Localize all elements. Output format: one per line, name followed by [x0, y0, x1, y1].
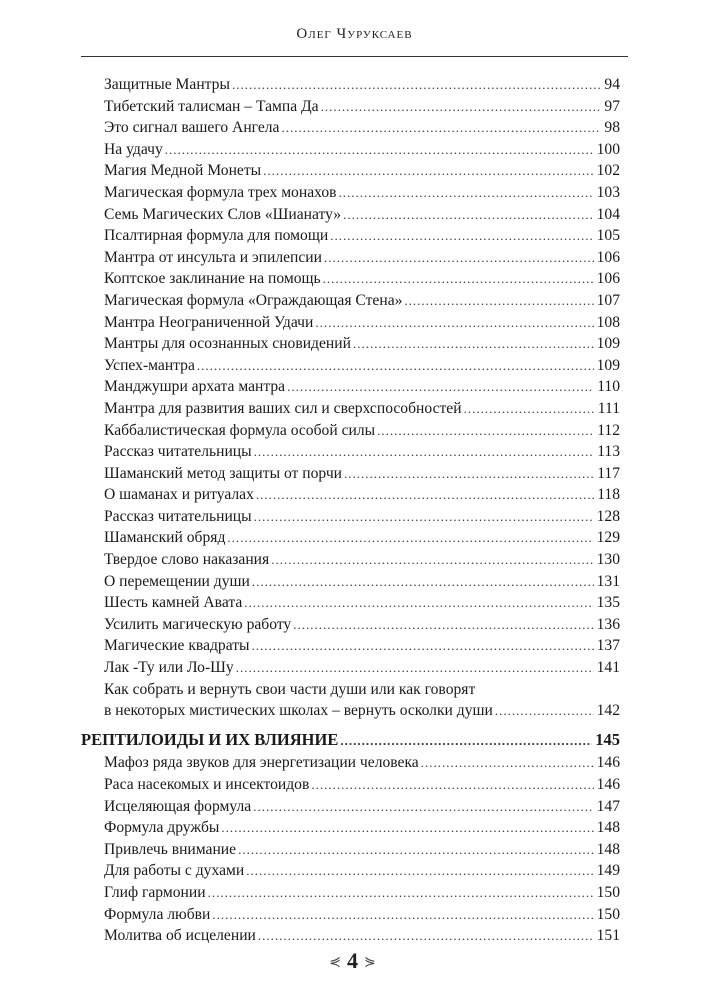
toc-entry[interactable]: [81, 752, 620, 774]
toc-entry-title: Рассказ читательницы: [104, 443, 252, 461]
leader-dots: [311, 774, 593, 796]
toc-entry-title: Шаманский метод защиты от порчи: [104, 464, 343, 482]
toc-entry-title: Глиф гармонии: [104, 883, 206, 901]
leader-dots: [323, 268, 594, 290]
toc-entry[interactable]: [81, 657, 620, 679]
toc-entry-page: 141: [596, 659, 620, 677]
leader-dots: [321, 96, 602, 118]
toc-entry-page: 97: [604, 97, 620, 115]
toc-entry-page: 148: [596, 819, 620, 837]
toc-chapter-heading[interactable]: [81, 729, 620, 752]
toc-entry-page: 108: [596, 313, 620, 331]
leader-dots: [421, 752, 594, 774]
toc-entry[interactable]: [81, 571, 620, 593]
toc-entry[interactable]: [81, 904, 620, 926]
leader-dots: [263, 160, 593, 182]
toc-entry-title: Псалтирная формула для помощи: [104, 227, 329, 245]
leader-dots: [464, 398, 595, 420]
toc-entry-title: Мантры для осознанных сновидений: [104, 335, 351, 353]
toc-entry[interactable]: [81, 333, 620, 355]
toc-entry-page: 111: [597, 399, 620, 417]
toc-entry[interactable]: [81, 376, 620, 398]
toc-entry[interactable]: [81, 839, 620, 861]
toc-entry-page: 109: [596, 335, 620, 353]
toc-entry-title: Исцеляющая формула: [104, 797, 252, 815]
toc-entry-page: 146: [596, 776, 620, 793]
toc-entry-multiline[interactable]: [81, 679, 620, 701]
toc-entry[interactable]: [81, 247, 620, 269]
page-number: 4: [347, 948, 358, 973]
toc-entry[interactable]: [81, 312, 620, 334]
toc-entry-page: 105: [596, 227, 620, 245]
toc-entry-title: Усилить магическую работу: [104, 615, 292, 633]
toc-entry[interactable]: [81, 796, 620, 818]
leader-dots: [244, 592, 593, 614]
toc-entry-page: 102: [596, 162, 620, 180]
toc-entry[interactable]: [81, 925, 620, 947]
chapter-title: РЕПТИЛОИДЫ И ИХ ВЛИЯНИЕ: [81, 729, 339, 749]
ornament-right-icon: ⋟: [364, 955, 376, 971]
toc-entry-title-line1: Как собрать и вернуть свои части души или как говорят: [104, 680, 476, 698]
leader-dots: [287, 376, 594, 398]
toc-entry-page: 106: [596, 270, 620, 288]
ornament-left-icon: ⋞: [329, 955, 341, 971]
toc-entry[interactable]: [81, 268, 620, 290]
toc-entry-title: Манджушри архата мантра: [104, 378, 286, 396]
toc-entry-page: 100: [596, 140, 620, 158]
toc-entry-title: Успех-мантра: [104, 356, 195, 374]
toc-entry-page: 129: [596, 529, 620, 547]
toc-entry-page: 131: [596, 572, 620, 590]
toc-entry-title: Мантра Неограниченной Удачи: [104, 313, 314, 331]
toc-entry-title: Формула дружбы: [104, 819, 220, 837]
toc-entry-page: 136: [596, 615, 620, 633]
toc-entry[interactable]: [81, 527, 620, 549]
toc-entry-title: Магия Медной Монеты: [104, 162, 262, 180]
toc-entry-title-line2: в некоторых мистических школах – вернуть осколки души: [104, 702, 493, 720]
running-head-author: Олег Чуруксаев: [296, 26, 413, 42]
toc-entry-page: 137: [596, 637, 620, 655]
toc-entry-title: Для работы с духами: [104, 862, 245, 880]
toc-entry-page: 128: [596, 507, 620, 525]
toc-entry-page: 150: [596, 883, 620, 901]
toc-entry-title: Защитные Мантры: [104, 76, 230, 93]
leader-dots: [254, 441, 595, 463]
toc-entry-title: Раса насекомых и инсектоидов: [104, 776, 310, 793]
toc-entry-title: Привлечь внимание: [104, 840, 237, 858]
toc-entry-title: Семь Магических Слов «Шианату»: [104, 205, 342, 223]
leader-dots: [236, 657, 594, 679]
toc-entry-title: Магическая формула трех монахов: [104, 183, 337, 201]
toc-entry[interactable]: [81, 592, 620, 614]
chapter-page: 145: [595, 729, 620, 749]
page-footer: [0, 948, 705, 974]
leader-dots: [281, 117, 601, 139]
leader-dots: [208, 882, 594, 904]
leader-dots: [343, 204, 594, 226]
toc-entry-page: 109: [596, 356, 620, 374]
toc-entry[interactable]: [81, 817, 620, 839]
toc-entry-title: Магические квадраты: [104, 637, 250, 655]
toc-entry[interactable]: [81, 860, 620, 882]
toc-entry[interactable]: [81, 182, 620, 204]
toc-entry-page: 106: [596, 248, 620, 266]
leader-dots: [256, 484, 594, 506]
toc-entry-title: Формула любви: [104, 905, 211, 923]
leader-dots: [271, 549, 593, 571]
toc-entry[interactable]: [81, 614, 620, 636]
toc-entry-page: 135: [596, 594, 620, 612]
toc-entry-page: 151: [596, 927, 620, 945]
toc-entry-title: Мантра от инсульта и эпилепсии: [104, 248, 322, 266]
toc-entry-page: 148: [596, 840, 620, 858]
toc-entry[interactable]: [81, 74, 620, 96]
toc-entry[interactable]: [81, 225, 620, 247]
toc-entry-title: Это сигнал вашего Ангела: [104, 119, 280, 137]
toc-entry-page: 117: [597, 464, 620, 482]
toc-entry-title: Тибетский талисман – Тампа Да: [104, 97, 319, 115]
toc-entry-page: 149: [596, 862, 620, 880]
leader-dots: [212, 904, 593, 926]
toc-entry-page: 103: [596, 183, 620, 201]
leader-dots: [293, 614, 593, 636]
toc-entry-title: Каббалистическая формула особой силы: [104, 421, 376, 439]
leader-dots: [254, 506, 594, 528]
toc-entry-page: 113: [597, 443, 620, 461]
toc-entry[interactable]: [81, 96, 620, 118]
toc-entry-title: Коптское заклинание на помощь: [104, 270, 321, 288]
toc-entry[interactable]: [81, 463, 620, 485]
leader-dots: [340, 730, 592, 752]
toc-entry-page: 118: [597, 486, 620, 504]
toc-entry-title: О перемещении души: [104, 572, 250, 590]
leader-dots: [404, 290, 593, 312]
toc-section-1: [81, 74, 620, 679]
toc-entry-title: Магическая формула «Ограждающая Стена»: [104, 291, 403, 309]
toc-entry[interactable]: [81, 484, 620, 506]
leader-dots: [232, 74, 601, 96]
toc-entry[interactable]: [81, 290, 620, 312]
toc-entry-title: Шесть камней Авата: [104, 594, 243, 612]
toc-entry-page: 147: [596, 797, 620, 815]
toc-entry[interactable]: [81, 398, 620, 420]
leader-dots: [246, 860, 593, 882]
toc-entry[interactable]: [81, 635, 620, 657]
toc-entry[interactable]: [81, 160, 620, 182]
toc-entry-page: 104: [596, 205, 620, 223]
toc-entry[interactable]: [81, 139, 620, 161]
toc-entry[interactable]: [81, 774, 620, 796]
toc-entry-page: 130: [596, 551, 620, 569]
leader-dots: [252, 571, 594, 593]
leader-dots: [377, 420, 594, 442]
leader-dots: [324, 247, 594, 269]
toc-entry[interactable]: [81, 420, 620, 442]
header-rule: [81, 56, 628, 57]
toc-entry-page: 142: [596, 702, 620, 720]
toc-entry-multiline-cont[interactable]: [81, 700, 620, 722]
leader-dots: [495, 700, 594, 722]
toc-entry-page: 98: [604, 119, 620, 137]
toc-entry-title: Твердое слово наказания: [104, 551, 270, 569]
toc-entry[interactable]: [81, 204, 620, 226]
toc-entry-title: Шаманский обряд: [104, 529, 226, 547]
leader-dots: [353, 333, 594, 355]
toc-entry-title: Мафоз ряда звуков для энергетизации человека: [104, 754, 419, 772]
toc-entry-title: Молитва об исцелении: [104, 927, 256, 945]
toc-entry-page: 110: [597, 378, 620, 396]
toc-entry[interactable]: [81, 117, 620, 139]
leader-dots: [253, 796, 593, 818]
leader-dots: [238, 839, 594, 861]
leader-dots: [252, 635, 594, 657]
toc-section-2: [81, 752, 620, 946]
toc-entry[interactable]: [81, 882, 620, 904]
leader-dots: [165, 139, 594, 161]
toc-entry-title: О шаманах и ритуалах: [104, 486, 254, 504]
toc-entry-page: 112: [597, 421, 620, 439]
toc-entry-page: 94: [604, 76, 620, 93]
toc-entry[interactable]: [81, 549, 620, 571]
leader-dots: [338, 182, 593, 204]
leader-dots: [258, 925, 594, 947]
table-of-contents: [81, 74, 620, 947]
toc-entry-page: 150: [596, 905, 620, 923]
leader-dots: [221, 817, 593, 839]
toc-entry-title: Мантра для развития ваших сил и сверхспособностей: [104, 399, 462, 417]
toc-entry-page: 107: [596, 291, 620, 309]
leader-dots: [330, 225, 593, 247]
leader-dots: [344, 463, 594, 485]
leader-dots: [197, 355, 594, 377]
toc-entry[interactable]: [81, 506, 620, 528]
toc-entry-title: Лак -Ту или Ло-Шу: [104, 659, 234, 677]
leader-dots: [227, 527, 593, 549]
toc-entry[interactable]: [81, 355, 620, 377]
toc-entry-title: Рассказ читательницы: [104, 507, 252, 525]
toc-entry-page: 146: [596, 754, 620, 772]
toc-entry[interactable]: [81, 441, 620, 463]
leader-dots: [315, 312, 593, 334]
toc-entry-title: На удачу: [104, 140, 163, 158]
